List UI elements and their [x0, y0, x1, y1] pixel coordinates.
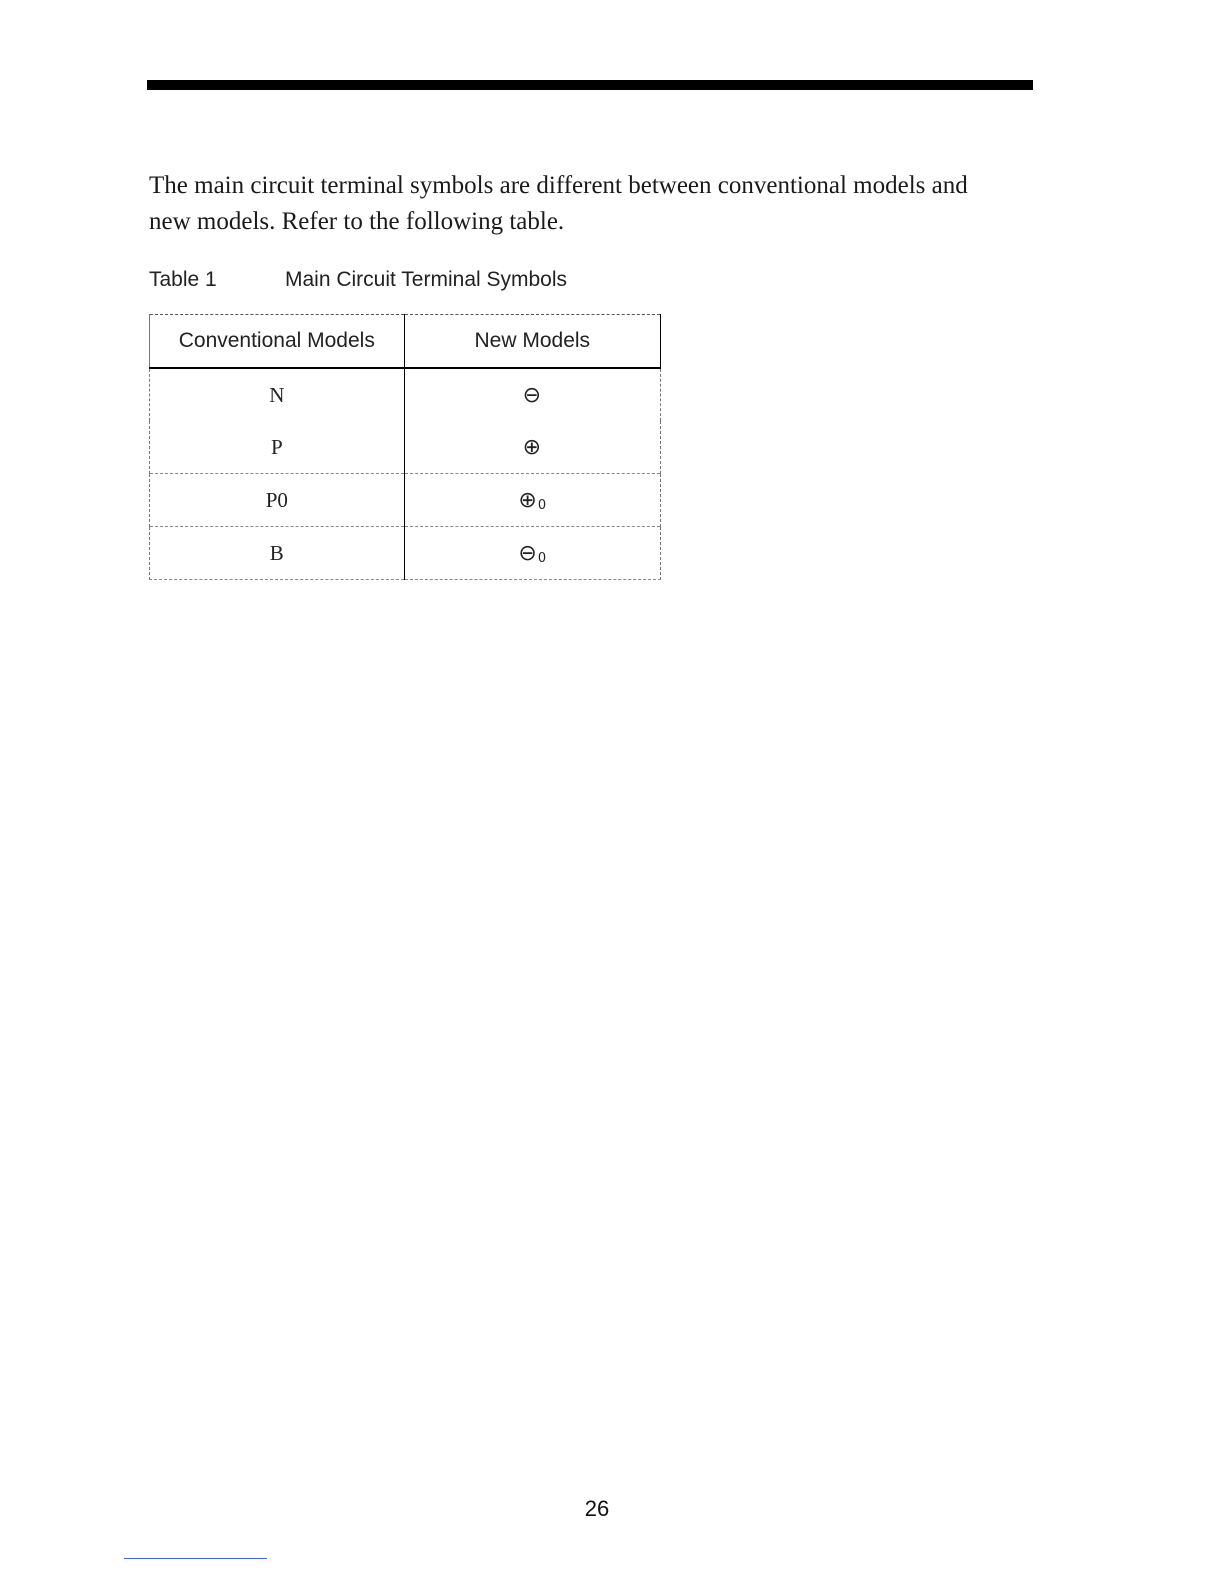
- footer-rule: [124, 1558, 267, 1559]
- intro-paragraph: [149, 168, 1049, 240]
- conventional-symbol: P: [150, 421, 405, 474]
- table-caption-title: Main Circuit Terminal Symbols: [285, 268, 568, 291]
- table-row: [150, 474, 661, 527]
- new-symbol: [404, 421, 660, 474]
- circled-minus-icon: ⊖: [518, 540, 537, 566]
- circled-plus-icon: ⊕: [518, 487, 537, 513]
- new-symbol: [404, 474, 660, 527]
- new-symbol: [404, 368, 660, 421]
- header-new-models: New Models: [404, 315, 660, 369]
- circled-minus-icon: ⊖: [522, 382, 541, 408]
- top-rule: [147, 80, 1033, 90]
- conventional-symbol: P0: [150, 474, 405, 527]
- new-symbol-subscript: 0: [537, 497, 547, 513]
- conventional-symbol: N: [150, 368, 405, 421]
- conventional-symbol: B: [150, 527, 405, 580]
- table-caption: [149, 268, 567, 292]
- header-conventional-models: Conventional Models: [150, 315, 405, 369]
- table-row: [150, 527, 661, 580]
- table-row: [150, 421, 661, 474]
- page-number: 26: [584, 1496, 610, 1521]
- table-row: [150, 368, 661, 421]
- new-symbol-subscript: 0: [537, 550, 547, 566]
- terminal-symbols-table: [149, 314, 661, 580]
- intro-line-2: new models. Refer to the following table.: [149, 208, 565, 235]
- table-caption-number: Table 1: [149, 268, 217, 291]
- table-header-row: [150, 315, 661, 369]
- new-symbol: [404, 527, 660, 580]
- intro-line-1: The main circuit terminal symbols are different between conventional models and: [149, 172, 968, 199]
- circled-plus-icon: ⊕: [522, 434, 541, 460]
